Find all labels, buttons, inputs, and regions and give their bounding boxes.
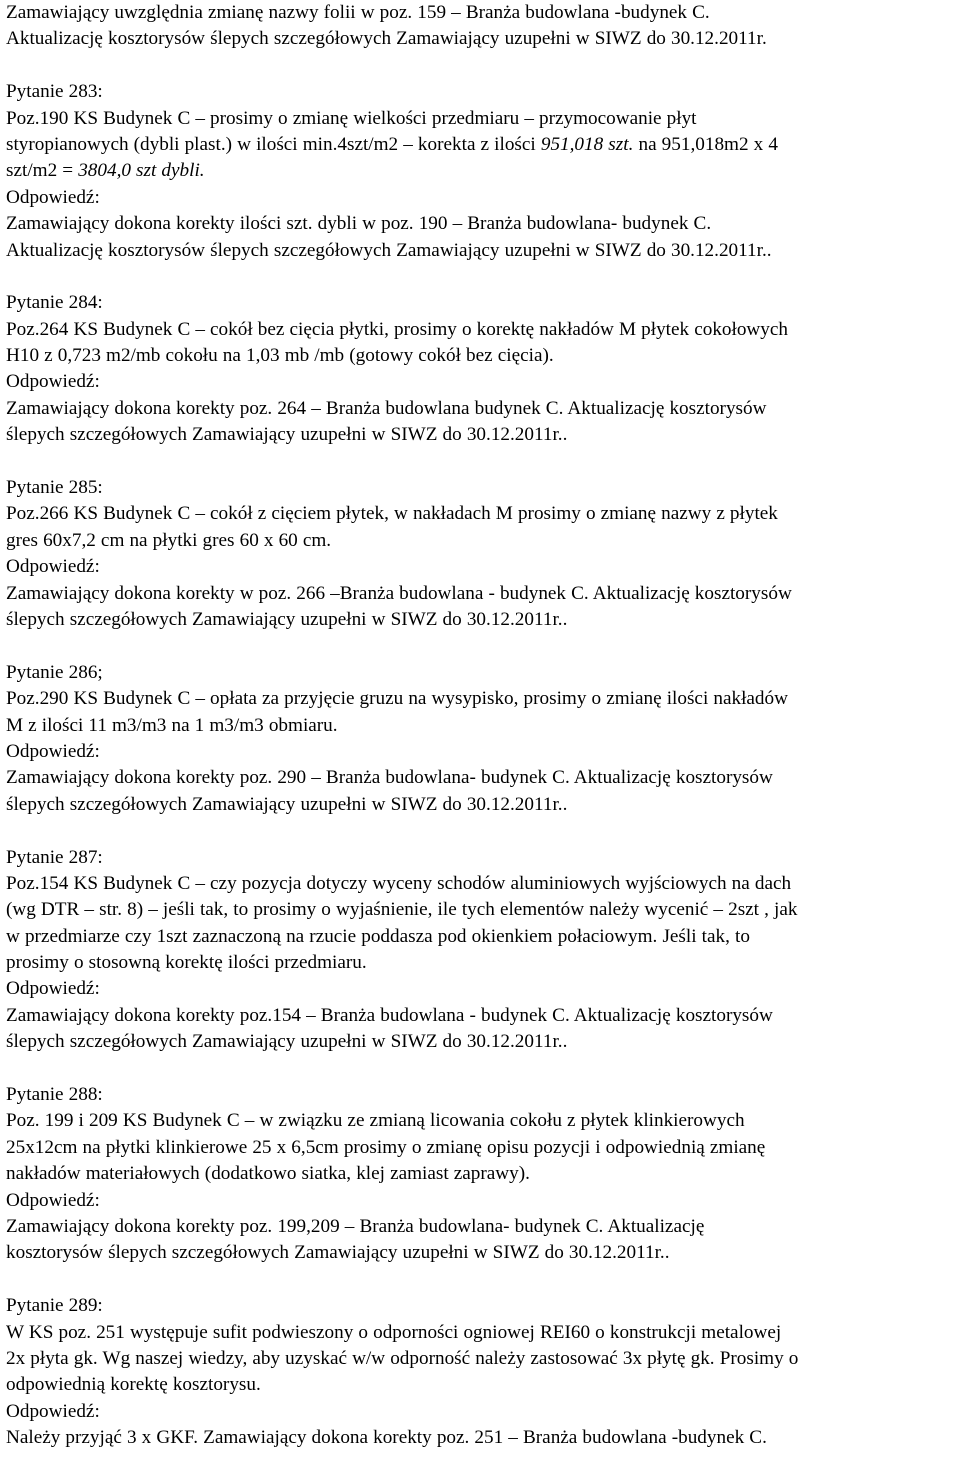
- answer-289-line-1: Należy przyjąć 3 x GKF. Zamawiający dokona korekty poz. 251 – Branża budowlana -budynek C.: [6, 1427, 767, 1449]
- question-284-line-2: H10 z 0,723 m2/mb cokołu na 1,03 mb /mb (gotowy cokół bez cięcia).: [6, 345, 554, 367]
- question-286-line-2: M z ilości 11 m3/m3 na 1 m3/m3 obmiaru.: [6, 714, 338, 736]
- question-284-line-1: Poz.264 KS Budynek C – cokół bez cięcia płytki, prosimy o korektę nakładów M płytek cokołowych: [6, 318, 788, 340]
- question-286-heading: Pytanie 286;: [6, 661, 103, 683]
- question-287-line-4: prosimy o stosowną korektę ilości przedmiaru.: [6, 952, 367, 974]
- question-289-line-3: odpowiednią korektę kosztorysu.: [6, 1374, 261, 1396]
- question-283-text-3: szt/m2 =: [6, 160, 79, 182]
- question-286-line-1: Poz.290 KS Budynek C – opłata za przyjęcie gruzu na wysypisko, prosimy o zmianę ilości nakładów: [6, 688, 788, 710]
- spacer: [6, 53, 960, 79]
- question-288-heading: Pytanie 288:: [6, 1084, 103, 1106]
- question-288-line-2: 25x12cm na płytki klinkierowe 25 x 6,5cm prosimy o zmianę opisu pozycji i odpowiednią zmianę: [6, 1136, 766, 1158]
- question-287-line-1: Poz.154 KS Budynek C – czy pozycja dotyczy wyceny schodów aluminiowych wyjściowych na dach: [6, 872, 792, 894]
- question-287-heading: Pytanie 287:: [6, 846, 103, 868]
- question-285-line-1: Poz.266 KS Budynek C – cokół z cięciem płytek, w nakładach M prosimy o zmianę nazwy z płytek: [6, 503, 778, 525]
- answer-283-line-2: Aktualizację kosztorysów ślepych szczegółowych Zamawiający uzupełni w SIWZ do 30.12.2011r..: [6, 239, 772, 261]
- question-283-text-end: na 951,018m2 x 4: [633, 133, 778, 155]
- answer-287-line-1: Zamawiający dokona korekty poz.154 – Branża budowlana - budynek C. Aktualizację kosztorysów: [6, 1004, 773, 1026]
- question-283-heading: Pytanie 283:: [6, 81, 103, 103]
- intro-line-1: Zamawiający uwzględnia zmianę nazwy folii w poz. 159 – Branża budowlana -budynek C.: [6, 2, 710, 23]
- spacer: [6, 264, 960, 290]
- question-283-line-3: [6, 158, 960, 184]
- question-283-line-2: [6, 132, 960, 158]
- answer-289-label: Odpowiedź:: [6, 1400, 100, 1422]
- question-287-line-3: w przedmiarze czy 1szt zaznaczoną na rzucie poddasza pod okienkiem połaciowym. Jeśli tak, to: [6, 925, 750, 947]
- answer-288-line-2: kosztorysów ślepych szczegółowych Zamawiający uzupełni w SIWZ do 30.12.2011r..: [6, 1242, 670, 1264]
- spacer: [6, 818, 960, 844]
- answer-285-line-2: ślepych szczegółowych Zamawiający uzupełni w SIWZ do 30.12.2011r..: [6, 608, 568, 630]
- question-287-line-2: (wg DTR – str. 8) – jeśli tak, to prosimy o wyjaśnienie, ile tych elementów należy wycenić – 2szt , jak: [6, 899, 798, 921]
- answer-285-line-1: Zamawiający dokona korekty w poz. 266 –Branża budowlana - budynek C. Aktualizację kosztorysów: [6, 582, 792, 604]
- answer-286-line-1: Zamawiający dokona korekty poz. 290 – Branża budowlana- budynek C. Aktualizację kosztorysów: [6, 767, 773, 789]
- answer-288-line-1: Zamawiający dokona korekty poz. 199,209 – Branża budowlana- budynek C. Aktualizację: [6, 1215, 705, 1237]
- question-288-line-1: Poz. 199 i 209 KS Budynek C – w związku ze zmianą licowania cokołu z płytek klinkierowych: [6, 1110, 745, 1132]
- answer-286-line-2: ślepych szczegółowych Zamawiający uzupełni w SIWZ do 30.12.2011r..: [6, 793, 568, 815]
- answer-284-line-2: ślepych szczegółowych Zamawiający uzupełni w SIWZ do 30.12.2011r..: [6, 424, 568, 446]
- answer-288-label: Odpowiedź:: [6, 1189, 100, 1211]
- question-285-line-2: gres 60x7,2 cm na płytki gres 60 x 60 cm.: [6, 529, 332, 551]
- answer-287-line-2: ślepych szczegółowych Zamawiający uzupełni w SIWZ do 30.12.2011r..: [6, 1031, 568, 1053]
- question-283-text: styropianowych (dybli plast.) w ilości min.4szt/m2 – korekta z ilości: [6, 133, 541, 155]
- spacer: [6, 1056, 960, 1082]
- answer-283-label: Odpowiedź:: [6, 186, 100, 208]
- answer-285-label: Odpowiedź:: [6, 556, 100, 578]
- question-289-heading: Pytanie 289:: [6, 1295, 103, 1317]
- answer-284-line-1: Zamawiający dokona korekty poz. 264 – Branża budowlana budynek C. Aktualizację kosztorysów: [6, 397, 767, 419]
- intro-line-2: Aktualizację kosztorysów ślepych szczegółowych Zamawiający uzupełni w SIWZ do 30.12.2011r.: [6, 28, 767, 50]
- answer-283-line-1: Zamawiający dokona korekty ilości szt. dybli w poz. 190 – Branża budowlana- budynek C.: [6, 213, 712, 235]
- question-285-heading: Pytanie 285:: [6, 477, 103, 499]
- answer-284-label: Odpowiedź:: [6, 371, 100, 393]
- answer-287-label: Odpowiedź:: [6, 978, 100, 1000]
- question-283-line-1: Poz.190 KS Budynek C – prosimy o zmianę wielkości przedmiaru – przymocowanie płyt: [6, 107, 697, 129]
- spacer: [6, 633, 960, 659]
- question-283-italic-3: 3804,0 szt dybli.: [78, 160, 205, 182]
- question-289-line-1: W KS poz. 251 występuje sufit podwieszony o odporności ogniowej REI60 o konstrukcji metalowej: [6, 1321, 782, 1343]
- answer-286-label: Odpowiedź:: [6, 740, 100, 762]
- question-284-heading: Pytanie 284:: [6, 292, 103, 314]
- spacer: [6, 449, 960, 475]
- spacer: [6, 1267, 960, 1293]
- question-289-line-2: 2x płyta gk. Wg naszej wiedzy, aby uzyskać w/w odporność należy zastosować 3x płytę gk. Prosimy o: [6, 1347, 799, 1369]
- question-283-italic: 951,018 szt.: [540, 133, 634, 155]
- question-288-line-3: nakładów materiałowych (dodatkowo siatka, klej zamiast zaprawy).: [6, 1163, 530, 1185]
